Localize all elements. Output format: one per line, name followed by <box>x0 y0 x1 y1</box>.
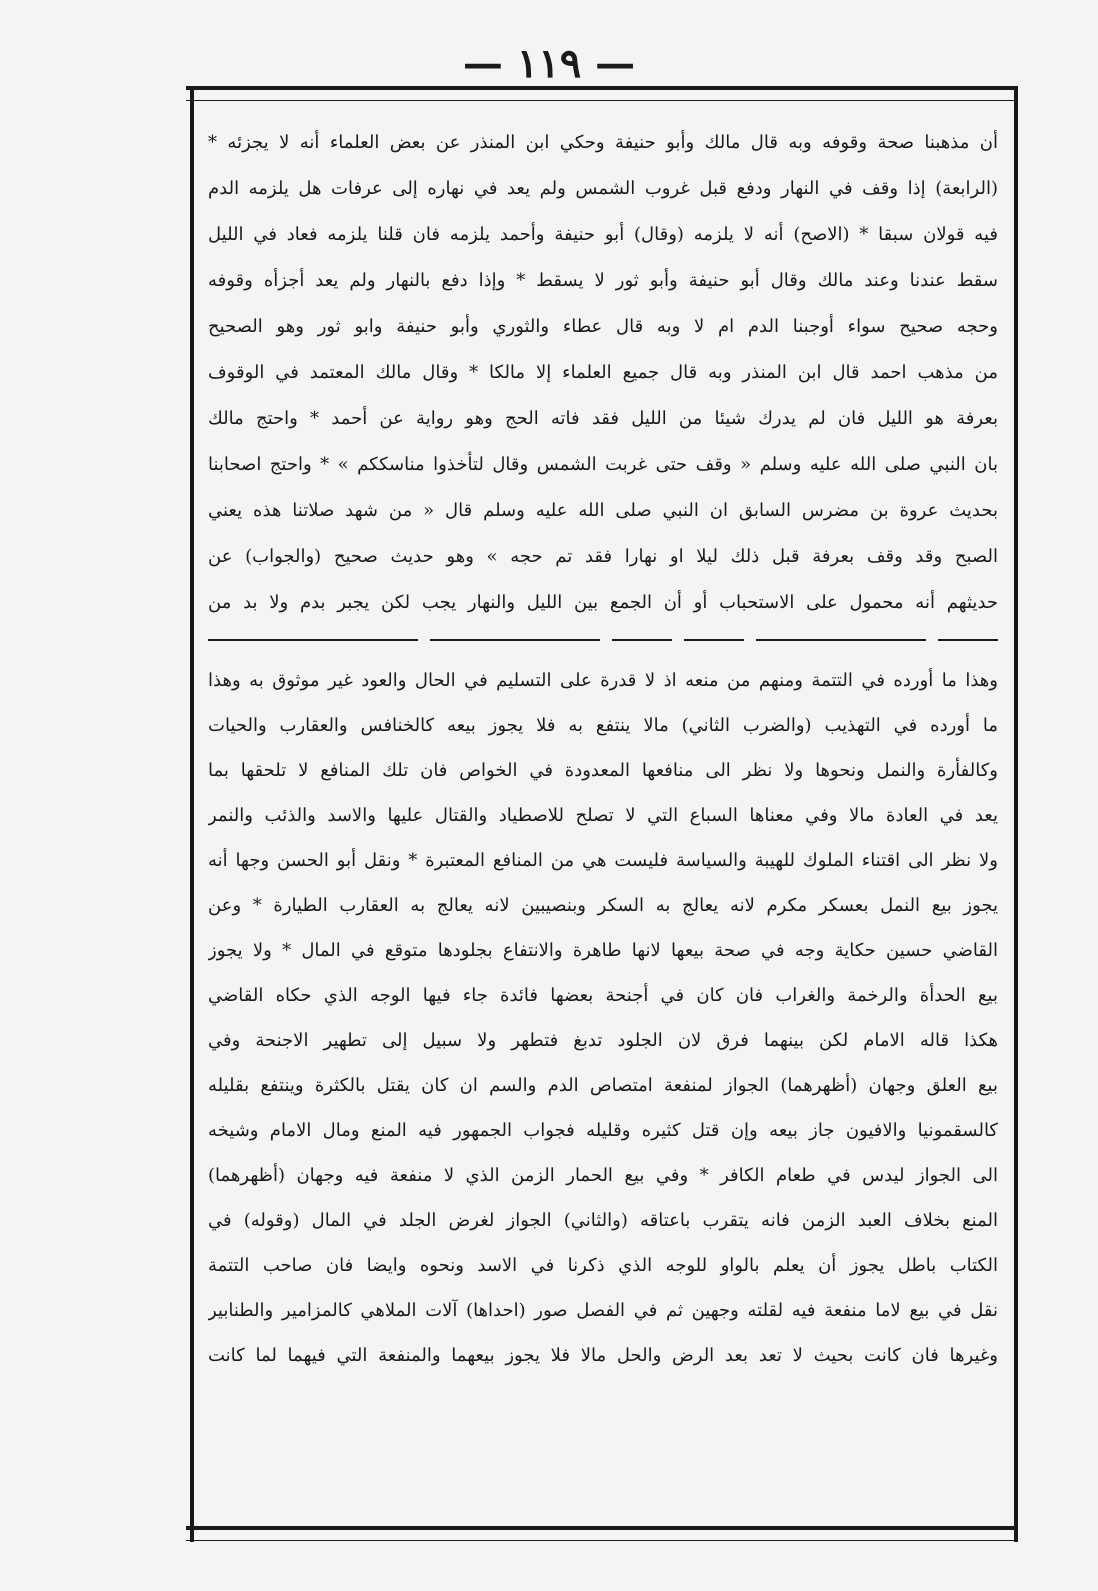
divider-segment <box>612 639 672 641</box>
commentary-line: وغيرها فان كانت بحيث لا تعد بعد الرض والحل مالا فلا يجوز بيعهما والمنفعة التي فيهما لما كانت <box>208 1345 998 1366</box>
divider-segment <box>756 639 926 641</box>
main-text-line: حديثهم أنه محمول على الاستحباب أو أن الجمع بين الليل والنهار يجب لكن يجبر بدم ولا بد من <box>208 592 998 613</box>
commentary-line: يعد في العادة مالا وفي معناها السباع التي لا تصلح للاصطياد والقتال عليها والاسد والذئب والنمر <box>208 805 998 826</box>
commentary-line: ولا نظر الى اقتناء الملوك للهيبة والسياسة فليست هي من المنافع المعتبرة * ونقل أبو الحسن وجها أنه <box>208 850 998 871</box>
main-text-line: بحديث عروة بن مضرس السابق ان النبي صلى الله عليه وسلم قال « من شهد صلاتنا هذه يعني <box>208 500 998 521</box>
commentary-line: وهذا ما أورده في التتمة ومنهم من منعه اذ لا قدرة على التسليم في الحال والعود غير موثوق به وهذا <box>208 670 998 691</box>
commentary-line: هكذا قاله الامام لكن بينهما فرق لان الجلود تدبغ فتطهر ولا سبيل إلى تطهير الاجنحة وفي <box>208 1030 998 1051</box>
divider-segment <box>938 639 998 641</box>
divider-segment <box>430 639 600 641</box>
main-text-line: فيه قولان سبقا * (الاصح) أنه لا يلزمه (وقال) أبو حنيفة وأحمد يلزمه فان قلنا يلزمه فعاد في الليل <box>208 224 998 245</box>
divider-segment <box>208 639 418 641</box>
divider-segment <box>684 639 744 641</box>
commentary-line: بيع العلق وجهان (أظهرهما) الجواز لمنفعة امتصاص الدم والسم ان كان يقتل بالكثرة وينتفع بقليله <box>208 1075 998 1096</box>
main-text-line: سقط عندنا وعند مالك وقال أبو حنيفة وأبو ثور لا يسقط * وإذا دفع بالنهار ولم يعد أجزأه وقوفه <box>208 270 998 291</box>
top-double-rule <box>186 86 1014 101</box>
commentary-line: نقل في بيع لاما منفعة فيه لقلته وجهين ثم في الفصل صور (احداها) آلات الملاهي كالمزامير والطنابير <box>208 1300 998 1321</box>
main-text-line: أن مذهبنا صحة وقوفه وبه قال مالك وأبو حنيفة وحكي ابن المنذر عن بعض العلماء أنه لا يجزئه * <box>208 132 998 153</box>
commentary-line: يجوز بيع النمل بعسكر مكرم لانه يعالج به السكر وبنصيبين لانه يعالج به العقارب الطيارة * وعن <box>208 895 998 916</box>
main-text-line: بان النبي صلى الله عليه وسلم « وقف حتى غربت الشمس وقال لتأخذوا مناسككم » * واحتج اصحابنا <box>208 454 998 475</box>
main-text-block <box>208 120 998 626</box>
commentary-text-block <box>208 658 998 1378</box>
section-divider <box>208 634 998 646</box>
bottom-double-rule <box>186 1526 1014 1541</box>
main-text-line: من مذهب احمد قال ابن المنذر وبه قال جميع العلماء إلا مالكا * وقال مالك المعتمد في الوقوف <box>208 362 998 383</box>
commentary-line: بيع الحدأة والرخمة والغراب فان كان في أجنحة بعضها فائدة جاء فيها الوجه الذي حكاه القاضي <box>208 985 998 1006</box>
commentary-line: وكالفأرة والنمل ونحوها ولا نظر الى منافعها المعدودة في الخواص فان تلك المنافع لا تلحقها بما <box>208 760 998 781</box>
commentary-line: الى الجواز ليدس في طعام الكافر * وفي بيع الحمار الزمن الذي لا منفعة فيه وجهان (أظهرهما) <box>208 1165 998 1186</box>
main-text-line: بعرفة هو الليل فان لم يدرك شيئا من الليل فقد فاته الحج وهو رواية عن أحمد * واحتج مالك <box>208 408 998 429</box>
commentary-line: القاضي حسين حكاية وجه في صحة بيعها لانها طاهرة والانتفاع بجلودها متوقع في المال * ولا يجوز <box>208 940 998 961</box>
main-text-line: وحجه صحيح سواء أوجبنا الدم ام لا وبه قال عطاء والثوري وأبو حنيفة وابو ثور وهو الصحيح <box>208 316 998 337</box>
commentary-line: كالسقمونيا والافيون جاز بيعه وإن قتل كثيره وقليله فجواب الجمهور فيه المنع ومال الامام وشيخه <box>208 1120 998 1141</box>
page-number: — ١١٩ — <box>462 40 636 87</box>
commentary-line: المنع بخلاف العبد الزمن فانه يتقرب باعتاقه (والثاني) الجواز لغرض الجلد في المال (وقوله) في <box>208 1210 998 1231</box>
main-text-line: (الرابعة) إذا وقف في النهار ودفع قبل غروب الشمس ولم يعد في نهاره إلى عرفات هل يلزمه الدم <box>208 178 998 199</box>
commentary-line: الكتاب باطل يجوز أن يعلم بالواو للوجه الذي ذكرنا في الاسد ونحوه وايضا فان صاحب التتمة <box>208 1255 998 1276</box>
commentary-line: ما أورده في التهذيب (والضرب الثاني) مالا ينتفع به فلا يجوز بيعه كالخنافس والعقارب والحيات <box>208 715 998 736</box>
main-text-line: الصبح وقد وقف بعرفة قبل ذلك ليلا او نهارا فقد تم حجه » وهو حديث صحيح (والجواب) عن <box>208 546 998 567</box>
